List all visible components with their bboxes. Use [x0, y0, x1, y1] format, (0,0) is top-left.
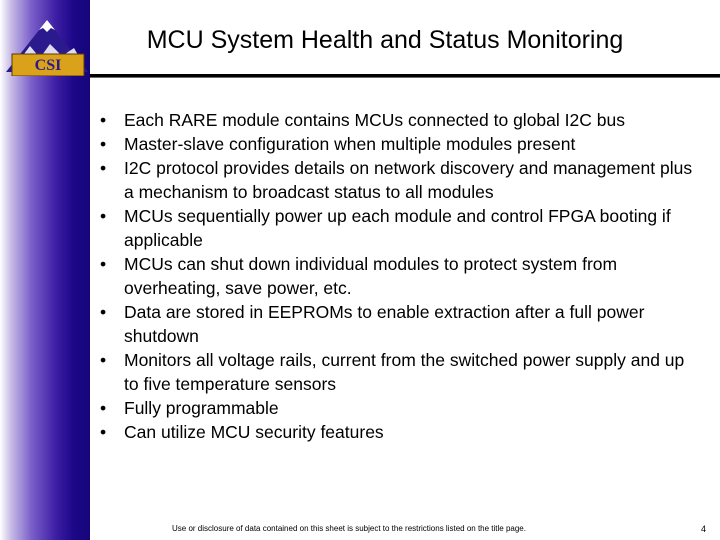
bullet-item: • Can utilize MCU security features: [98, 420, 698, 444]
slide-title: MCU System Health and Status Monitoring: [146, 26, 624, 54]
bullet-item: • I2C protocol provides details on network discovery and management plus a mechanism to broadcast status to all modules: [98, 156, 698, 204]
sidebar-gradient: [0, 0, 90, 540]
page-number: 4: [700, 524, 706, 534]
footer-disclaimer: Use or disclosure of data contained on this sheet is subject to the restrictions listed on the title page.: [172, 524, 526, 533]
bullet-item: • Fully programmable: [98, 396, 698, 420]
company-logo: [4, 16, 90, 76]
title-divider: [90, 74, 720, 78]
bullet-item: • Each RARE module contains MCUs connected to global I2C bus: [98, 108, 698, 132]
bullet-item: • MCUs sequentially power up each module and control FPGA booting if applicable: [98, 204, 698, 252]
bullet-item: • Master-slave configuration when multiple modules present: [98, 132, 698, 156]
logo-text: CSI: [34, 57, 62, 74]
bullet-item: • Data are stored in EEPROMs to enable extraction after a full power shutdown: [98, 300, 698, 348]
bullet-list: [98, 108, 698, 444]
bullet-item: • MCUs can shut down individual modules to protect system from overheating, save power, etc.: [98, 252, 698, 300]
bullet-item: • Monitors all voltage rails, current from the switched power supply and up to five temperature sensors: [98, 348, 698, 396]
